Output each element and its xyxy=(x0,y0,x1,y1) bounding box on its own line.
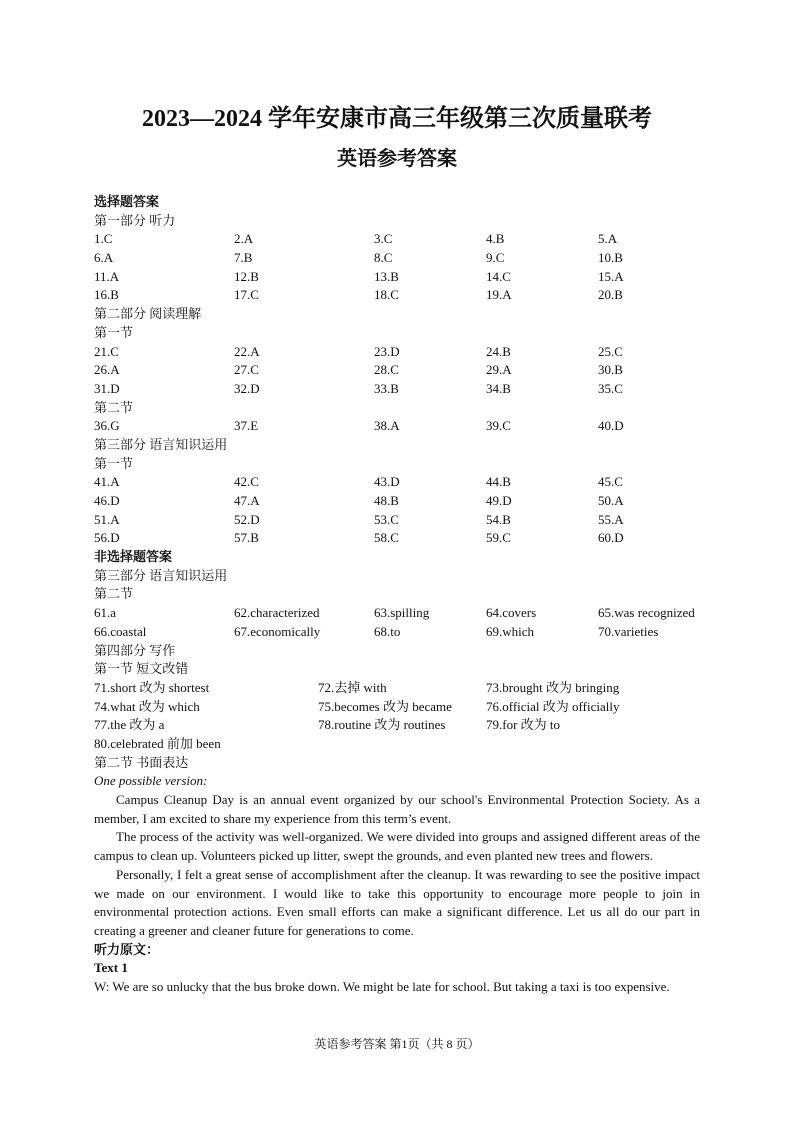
answer-cell: 32.D xyxy=(234,380,260,396)
answer-cell: 42.C xyxy=(234,474,259,490)
section-heading: One possible version: xyxy=(94,773,208,789)
answer-cell: 45.C xyxy=(598,474,623,490)
section-heading: 第一节 xyxy=(94,455,134,471)
answer-cell: 46.D xyxy=(94,493,120,508)
answer-row xyxy=(94,230,700,249)
section-heading: 选择题答案 xyxy=(94,194,160,209)
answer-cell: 34.B xyxy=(486,380,511,396)
answer-row xyxy=(94,343,700,362)
answer-cell: 55.A xyxy=(598,511,624,527)
section-heading: 第二节 xyxy=(94,399,134,415)
answer-cell: 62.characterized xyxy=(234,605,320,621)
section-heading: 第一部分 听力 xyxy=(94,212,176,228)
section-heading: 第三部分 语言知识运用 xyxy=(94,567,228,583)
answer-cell: 75.becomes 改为 became xyxy=(318,698,452,714)
answer-cell: 13.B xyxy=(374,268,399,284)
answer-cell: 59.C xyxy=(486,530,511,546)
section-heading: 第四部分 写作 xyxy=(94,642,176,658)
answer-cell: 73.brought 改为 bringing xyxy=(486,679,620,695)
answer-cell: 9.C xyxy=(486,250,505,266)
correction-row xyxy=(94,679,700,698)
answer-cell: 2.A xyxy=(234,231,254,247)
answer-cell: 30.B xyxy=(598,362,623,378)
answer-cell: 63.spilling xyxy=(374,605,430,621)
answer-cell: 17.C xyxy=(234,287,259,303)
answer-cell: 66.coastal xyxy=(94,623,147,639)
answer-cell: 12.B xyxy=(234,268,259,284)
section-heading: Text 1 xyxy=(94,960,128,976)
section-heading: 第二部分 阅读理解 xyxy=(94,306,202,322)
page-footer: 英语参考答案 第1页（共 8 页） xyxy=(314,1037,480,1051)
answer-cell: 4.B xyxy=(486,231,505,247)
essay-paragraph: Personally, I felt a great sense of accomplishment after the cleanup. It was rewarding to see the positive impact we made on our environment. I would like to take this opportunity to encourage more people to join in environmental protection actions. Even small efforts can make a significant difference. Let us all do our part in creating a greener and cleaner future for generations to come. xyxy=(94,866,700,938)
correction-row xyxy=(94,716,700,735)
document-title: 2023—2024 学年安康市高三年级第三次质量联考 xyxy=(142,106,652,132)
answer-cell: 25.C xyxy=(598,343,623,359)
answer-cell: 68.to xyxy=(374,623,401,639)
section-heading: 第二节 xyxy=(94,586,134,602)
essay-paragraph: Campus Cleanup Day is an annual event organized by our school's Environmental Protection Society. As a member, I am excited to share my experience from this term’s event. xyxy=(94,792,700,826)
answer-cell: 65.was recognized xyxy=(598,605,695,621)
answer-row xyxy=(94,286,700,305)
answer-cell: 53.C xyxy=(374,511,399,527)
answer-cell: 10.B xyxy=(598,250,623,266)
document-subtitle: 英语参考答案 xyxy=(337,148,457,170)
answer-cell: 76.official 改为 officially xyxy=(486,698,620,714)
answer-cell: 54.B xyxy=(486,511,511,527)
answer-cell: 41.A xyxy=(94,474,120,490)
answer-cell: 31.D xyxy=(94,380,120,396)
answer-cell: 24.B xyxy=(486,343,511,359)
answer-cell: 21.C xyxy=(94,343,119,359)
answer-cell: 38.A xyxy=(374,418,400,434)
answer-cell: 18.C xyxy=(374,287,399,303)
answer-cell: 49.D xyxy=(486,493,512,508)
answer-cell: 78.routine 改为 routines xyxy=(318,717,446,733)
answer-cell: 52.D xyxy=(234,511,260,527)
answer-cell: 58.C xyxy=(374,530,399,546)
answer-cell: 56.D xyxy=(94,530,120,546)
answer-cell: 48.B xyxy=(374,493,399,508)
answer-cell: 14.C xyxy=(486,268,511,284)
answer-row xyxy=(94,492,700,511)
answer-cell: 16.B xyxy=(94,287,119,303)
answer-cell: 61.a xyxy=(94,605,117,621)
section-heading: 第一节 xyxy=(94,324,134,340)
answer-content xyxy=(94,193,700,997)
section-heading: 听力原文： xyxy=(94,941,160,957)
answer-cell: 43.D xyxy=(374,474,400,490)
answer-cell: 70.varieties xyxy=(598,623,659,639)
section-heading: 第三部分 语言知识运用 xyxy=(94,436,228,452)
answer-cell: 5.A xyxy=(598,231,618,247)
answer-cell: 64.covers xyxy=(486,605,537,621)
answer-cell: 77.the 改为 a xyxy=(94,717,165,733)
answer-cell: 27.C xyxy=(234,362,259,378)
answer-cell: 11.A xyxy=(94,268,120,284)
answer-cell: 60.D xyxy=(598,530,624,546)
answer-cell: 6.A xyxy=(94,250,114,266)
answer-cell: 39.C xyxy=(486,418,511,434)
answer-row xyxy=(94,529,700,548)
answer-cell: 29.A xyxy=(486,362,512,378)
transcript-line: W: We are so unlucky that the bus broke down. We might be late for school. But taking a taxi is too expensive. xyxy=(94,979,670,994)
answer-cell: 72.去掉 with xyxy=(318,679,387,695)
answer-cell: 40.D xyxy=(598,418,624,434)
answer-cell: 50.A xyxy=(598,493,624,508)
answer-cell: 79.for 改为 to xyxy=(486,717,561,733)
answer-cell: 57.B xyxy=(234,530,259,546)
answer-cell: 69.which xyxy=(486,623,535,639)
answer-cell: 37.E xyxy=(234,418,259,434)
answer-row xyxy=(94,361,700,380)
answer-row xyxy=(94,249,700,268)
answer-cell: 1.C xyxy=(94,231,113,247)
section-heading: 非选择题答案 xyxy=(94,549,173,565)
section-heading: 第二节 书面表达 xyxy=(94,754,189,770)
answer-cell: 20.B xyxy=(598,287,623,303)
answer-cell: 35.C xyxy=(598,380,623,396)
answer-cell: 71.short 改为 shortest xyxy=(94,679,210,695)
answer-cell: 15.A xyxy=(598,268,624,284)
essay-paragraph: The process of the activity was well-organized. We were divided into groups and assigned different areas of the campus to clean up. Volunteers picked up litter, swept the grounds, and even planted new trees and flowers. xyxy=(94,829,700,864)
section-heading: 80.celebrated 前加 been xyxy=(94,735,221,751)
section-heading: 第一节 短文改错 xyxy=(94,661,189,677)
answer-cell: 51.A xyxy=(94,511,120,527)
answer-row xyxy=(94,268,700,287)
answer-row xyxy=(94,623,700,642)
answer-row xyxy=(94,604,700,623)
answer-cell: 44.B xyxy=(486,474,511,490)
answer-cell: 74.what 改为 which xyxy=(94,698,200,714)
answer-row xyxy=(94,417,700,436)
answer-cell: 26.A xyxy=(94,362,120,378)
answer-cell: 33.B xyxy=(374,380,399,396)
answer-cell: 36.G xyxy=(94,418,120,434)
answer-row xyxy=(94,473,700,492)
answer-cell: 8.C xyxy=(374,250,393,266)
answer-cell: 7.B xyxy=(234,250,253,266)
answer-cell: 19.A xyxy=(486,287,512,303)
answer-cell: 3.C xyxy=(374,231,393,247)
answer-row xyxy=(94,511,700,530)
answer-cell: 23.D xyxy=(374,343,400,359)
answer-cell: 67.economically xyxy=(234,623,321,639)
answer-cell: 28.C xyxy=(374,362,399,378)
correction-row xyxy=(94,698,700,717)
answer-cell: 47.A xyxy=(234,493,260,508)
answer-cell: 22.A xyxy=(234,343,260,359)
answer-row xyxy=(94,380,700,399)
